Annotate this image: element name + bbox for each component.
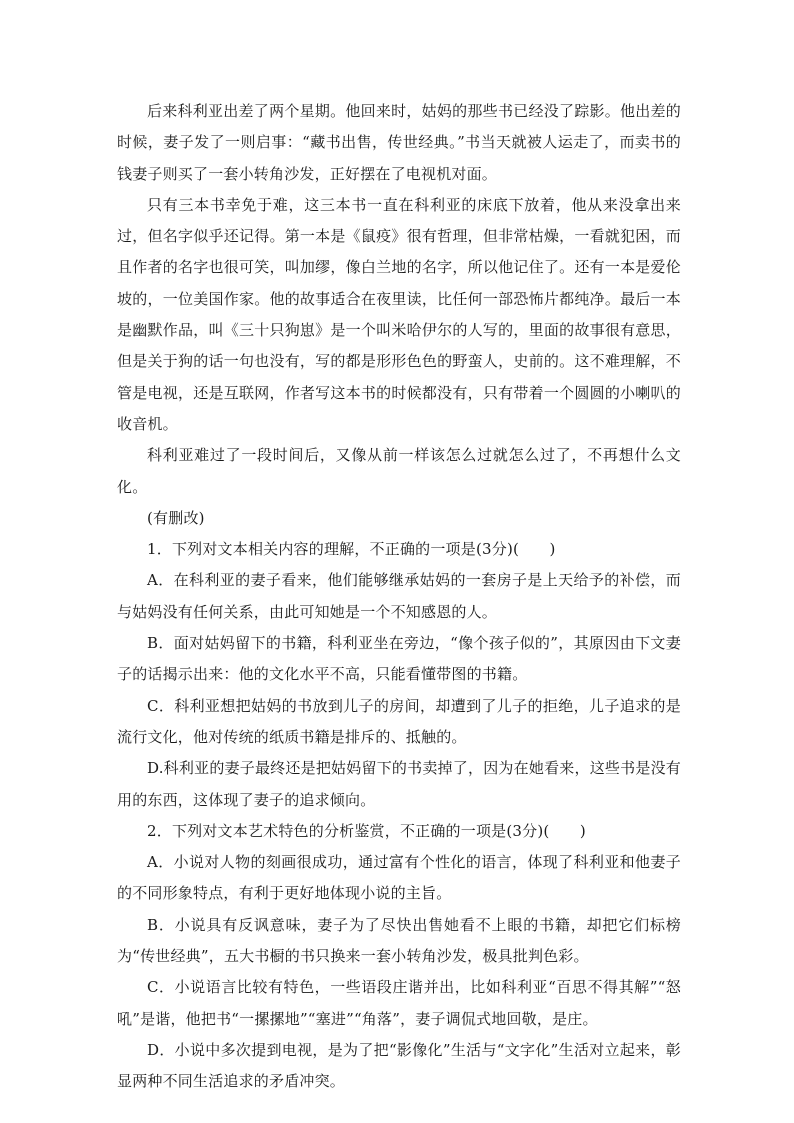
passage-paragraph: 后来科利亚出差了两个星期。他回来时，姑妈的那些书已经没了踪影。他出差的时候，妻子发了一则启事：“藏书出售，传世经典。”书当天就被人运走了，而卖书的钱妻子则买了一套小转角沙发，正好摆在了电视机对面。 (117, 102, 681, 183)
question-option: D.科利亚的妻子最终还是把姑妈留下的书卖掉了，因为在她看来，这些书是没有用的东西，这体现了妻子的追求倾向。 (117, 759, 681, 809)
question-option: A．小说对人物的刻画很成功，通过富有个性化的语言，体现了科利亚和他妻子的不同形象特点，有利于更好地体现小说的主旨。 (117, 853, 681, 903)
question-option: C．科利亚想把姑妈的书放到儿子的房间，却遭到了儿子的拒绝，儿子追求的是流行文化，他对传统的纸质书籍是排斥的、抵触的。 (117, 696, 681, 746)
revision-note: (有删改) (147, 508, 205, 527)
question-option: B．面对姑妈留下的书籍，科利亚坐在旁边，“像个孩子似的”，其原因由下文妻子的话揭示出来：他的文化水平不高，只能看懂带图的书籍。 (117, 634, 681, 684)
passage-paragraph: 只有三本书幸免于难，这三本书一直在科利亚的床底下放着，他从来没拿出来过，但名字似乎还记得。第一本是《鼠疫》很有哲理，但非常枯燥，一看就犯困，而且作者的名字也很可笑，叫加缪，像白兰地的名字，所以他记住了。还有一本是爱伦坡的，一位美国作家。他的故事适合在夜里读，比任何一部恐怖片都纯净。最后一本是幽默作品，叫《三十只狗崽》是一个叫米哈伊尔的人写的，里面的故事很有意思，但是关于狗的话一句也没有，写的都是形形色色的野蛮人，史前的。这不难理解，不管是电视，还是互联网，作者写这本书的时候都没有，只有带着一个圆圆的小喇叭的收音机。 (117, 195, 681, 433)
question-option: C．小说语言比较有特色，一些语段庄谐并出，比如科利亚“百思不得其解”“怒吼”是谐，他把书“一摞摞地”“塞进”“角落”，妻子调侃式地回敬，是庄。 (117, 978, 681, 1028)
question-option: A．在科利亚的妻子看来，他们能够继承姑妈的一套房子是上天给予的补偿，而与姑妈没有任何关系，由此可知她是一个不知感恩的人。 (117, 571, 681, 621)
document-page (117, 96, 681, 1098)
question-stem: 2．下列对文本艺术特色的分析鉴赏，不正确的一项是(3分)( ) (147, 821, 586, 840)
passage-paragraph: 科利亚难过了一段时间后，又像从前一样该怎么过就怎么过了，不再想什么文化。 (117, 446, 681, 496)
question-option: B．小说具有反讽意味，妻子为了尽快出售她看不上眼的书籍，却把它们标榜为“传世经典”，五大书橱的书只换来一套小转角沙发，极具批判色彩。 (117, 915, 681, 966)
question-stem: 1．下列对文本相关内容的理解，不正确的一项是(3分)( ) (147, 540, 556, 559)
question-option: D．小说中多次提到电视，是为了把“影像化”生活与“文字化”生活对立起来，彰显两种不同生活追求的矛盾冲突。 (117, 1040, 681, 1091)
